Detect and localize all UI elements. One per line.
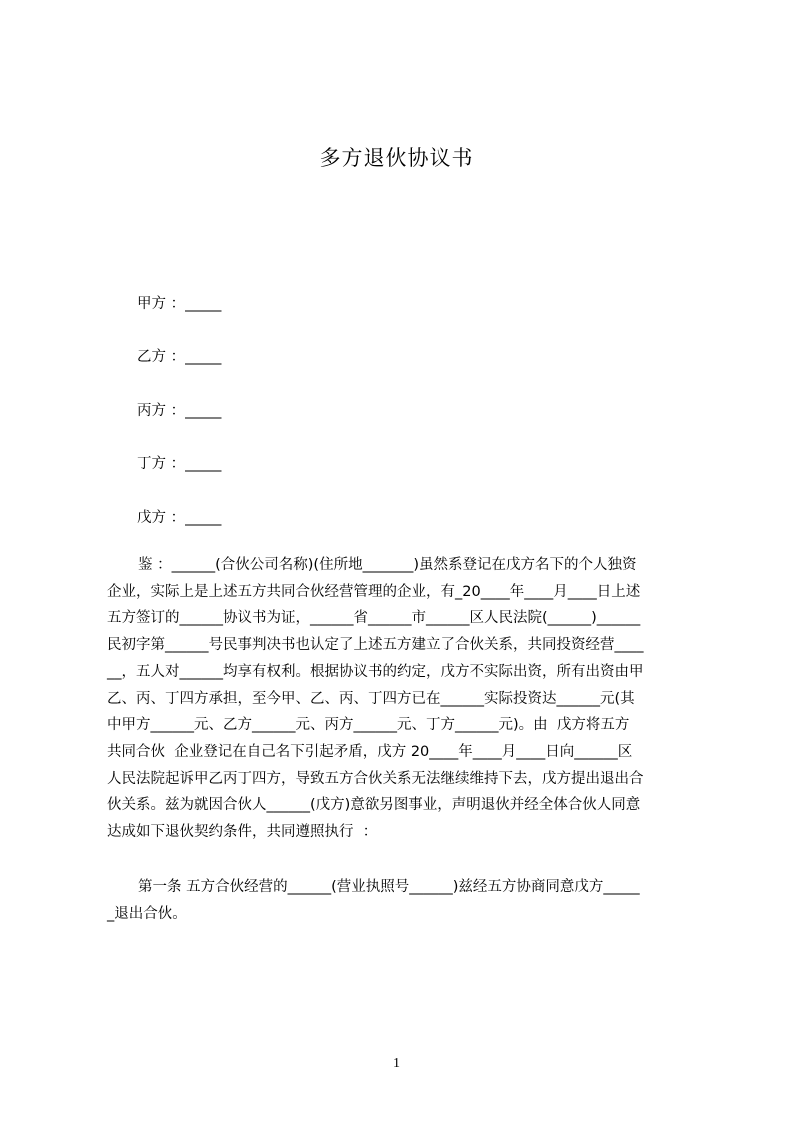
party-wu: 戊方 ：_____ [137,510,222,526]
preamble-line: 人民法院起诉甲乙丙丁四方，导致五方合伙关系无法继续维持下去，戊方提出退出合 [107,770,644,787]
preamble-line: 达成如下退伙契约条件，共同遵照执行 ： [107,824,378,841]
preamble-line: 共同合伙 企业登记在自己名下引起矛盾，戊方 20____年____月____日向______区 [107,743,633,760]
preamble-line: 鉴 ：______(合伙公司名称)(住所地_______)虽然系登记在戊方名下的个人独资 [138,557,637,573]
party-bing: 丙方 ：_____ [137,403,222,419]
preamble-paragraph [107,552,707,846]
preamble-line: 中甲方______元、乙方______元、丙方______元、丁方______元)。由 戊方将五方 [107,717,630,734]
page-number: 1 [393,1056,400,1071]
document-title: 多方退伙协议书 [319,146,474,170]
article-1-line: _退出合伙。 [107,905,187,922]
party-yi: 乙方 ：_____ [137,349,222,365]
preamble-line: 乙、丙、丁四方承担，至今甲、乙、丙、丁四方已在______实际投资达______元(其 [107,690,635,707]
party-jia: 甲方 ：_____ [137,296,222,312]
preamble-line: 五方签订的______协议书为证，______省______市______区人民法院(______)______ [107,610,641,627]
party-ding: 丁方 ：_____ [137,456,222,472]
preamble-line: 民初字第______号民事判决书也认定了上述五方建立了合伙关系，共同投资经营____ [107,637,644,654]
article-1-paragraph [107,874,707,927]
preamble-line: __，五人对______均享有权利。根据协议书的约定，戊方不实际出资，所有出资由甲 [107,663,644,680]
preamble-line: 企业，实际上是上述五方共同合伙经营管理的企业，有_20____年____月____日上述 [107,583,641,600]
preamble-line: 伙关系。兹为就因合伙人______(戊方)意欲另图事业，声明退伙并经全体合伙人同意 [107,797,641,814]
article-1-line: 第一条 五方合伙经营的______(营业执照号______)兹经五方协商同意戊方_____ [138,879,640,895]
